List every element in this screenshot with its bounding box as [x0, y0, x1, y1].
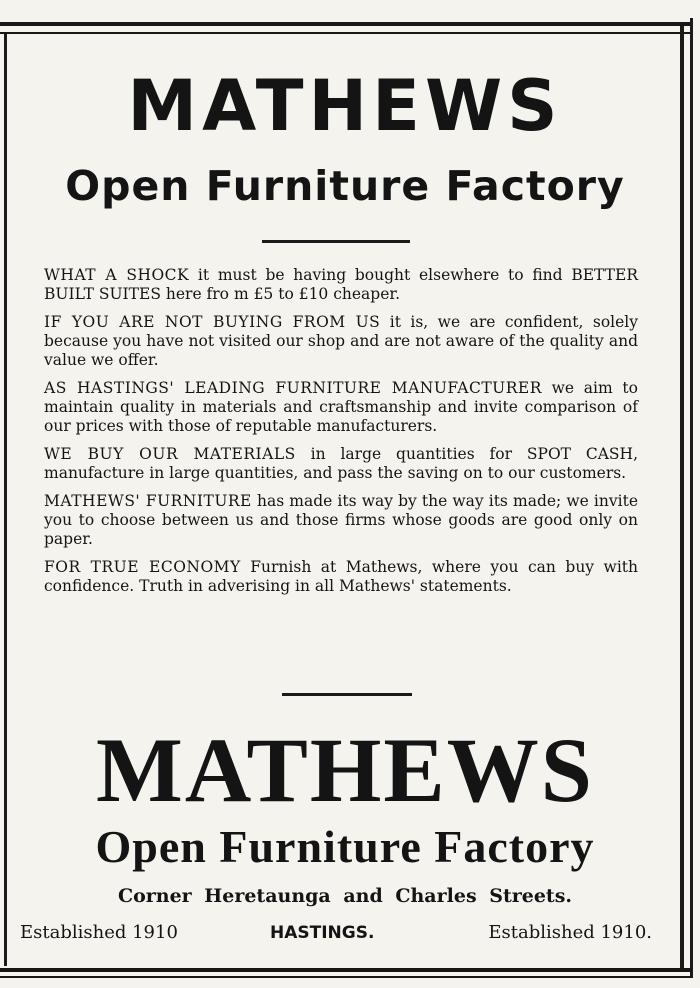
paragraph-text: it must be having bought elsewhere to find BETTER BUILT SUITES here fro m £5 to £10 cheaper. — [44, 266, 638, 303]
established-left: Established 1910 — [20, 922, 178, 943]
paragraph-text: it is, we are confident, solely because you have not visited our shop and are not aware of the quality and value we offer. — [44, 313, 638, 369]
paragraph — [44, 379, 638, 436]
border-right-outer — [690, 18, 693, 978]
brand-heading: MATHEWS — [127, 65, 563, 147]
paragraph-text: we aim to maintain quality in materials and craftsmanship and invite comparison of our prices with those of reputable manufacturers. — [44, 379, 638, 435]
paragraph — [44, 558, 638, 596]
paragraph — [44, 492, 638, 549]
ad-copy — [44, 266, 638, 605]
divider — [262, 240, 410, 243]
paragraph-text: has made its way by the way its made; we invite you to choose between us and those firms whose goods are good only on paper. — [44, 492, 638, 548]
footer-row — [20, 918, 652, 948]
town-name: HASTINGS. — [270, 923, 375, 943]
brand-subtitle: Open Furniture Factory — [65, 162, 625, 210]
border-top — [0, 22, 690, 26]
paragraph-text: in large quantities for SPOT CASH, manufacture in large quantities, and pass the saving on to our customers. — [44, 445, 638, 482]
border-bottom-outer — [0, 976, 692, 978]
footer-brand-subtitle: Open Furniture Factory — [95, 821, 595, 872]
paragraph — [44, 445, 638, 483]
paragraph-text: Furnish at Mathews, where you can buy with confidence. Truth in adverising in all Mathews' statements. — [44, 558, 638, 595]
border-bottom — [0, 968, 692, 972]
paragraph — [44, 313, 638, 370]
paragraph-lead: WHAT A SHOCK — [44, 266, 190, 284]
paragraph-lead: FOR TRUE ECONOMY — [44, 558, 241, 576]
divider — [282, 693, 412, 696]
address: Corner Heretaunga and Charles Streets. — [117, 885, 573, 907]
border-top-inner — [0, 32, 690, 34]
paragraph-lead: WE BUY OUR MATERIALS — [44, 445, 296, 463]
established-right: Established 1910. — [488, 922, 652, 943]
paragraph-lead: AS HASTINGS' LEADING FURNITURE MANUFACTURER — [44, 379, 542, 397]
paragraph-lead: IF YOU ARE NOT BUYING FROM US — [44, 313, 381, 331]
paragraph-lead: MATHEWS' FURNITURE — [44, 492, 252, 510]
paragraph — [44, 266, 638, 304]
footer-brand-heading: MATHEWS — [96, 719, 594, 821]
